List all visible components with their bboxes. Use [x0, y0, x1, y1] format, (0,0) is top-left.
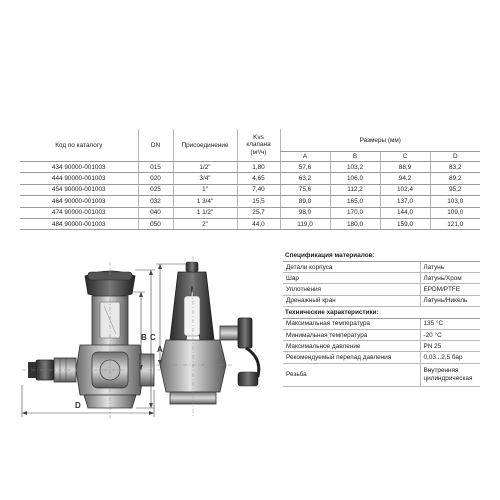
- valve-front-view: [22, 262, 160, 420]
- header-d: D: [430, 152, 480, 162]
- cell-code: 474 90000-001003: [20, 207, 138, 218]
- tech-value: -20 °C: [420, 329, 480, 340]
- cell-kvs: 1,80: [237, 162, 280, 173]
- cell-d: 89,2: [430, 173, 480, 184]
- cell-c: 137,0: [380, 196, 430, 207]
- cell-conn: 1 3/4": [173, 196, 237, 207]
- material-value: Латунь/Никель: [420, 295, 480, 306]
- cell-conn: 1": [173, 184, 237, 195]
- material-label: Детали корпуса: [283, 262, 420, 273]
- material-label: Дренажный кран: [283, 295, 420, 306]
- tech-label: Минимальная температура: [283, 329, 420, 340]
- cell-conn: 1 1/2": [173, 207, 237, 218]
- cell-code: 444 90000-001003: [20, 173, 138, 184]
- cell-code: 434 90000-001003: [20, 162, 138, 173]
- cell-c: 159,0: [380, 218, 430, 229]
- cell-code: 454 90000-001003: [20, 184, 138, 195]
- cell-b: 180,0: [330, 218, 380, 229]
- material-value: Латунь: [420, 262, 480, 273]
- tech-label: Максимальное давление: [283, 341, 420, 352]
- cell-kvs: 7,40: [237, 184, 280, 195]
- valve-side-view: [156, 256, 259, 418]
- tech-label: Резьба: [283, 363, 420, 386]
- cell-b: 103,2: [330, 162, 380, 173]
- dim-label-c: C: [150, 333, 156, 342]
- cell-conn: 3/4": [173, 173, 237, 184]
- header-b: B: [330, 152, 380, 162]
- materials-title: Спецификация материалов:: [283, 250, 480, 262]
- material-value: Латунь/Хром: [420, 273, 480, 284]
- cell-dn: 032: [138, 196, 173, 207]
- cell-dn: 015: [138, 162, 173, 173]
- cell-a: 63,2: [280, 173, 330, 184]
- tech-value-line1: Внутренняя: [423, 366, 459, 374]
- cell-dn: 040: [138, 207, 173, 218]
- tech-value-line2: цилиндрическая: [423, 374, 473, 382]
- cell-dn: 020: [138, 173, 173, 184]
- material-label: Уплотнения: [283, 284, 420, 295]
- cell-code: 464 90000-001003: [20, 196, 138, 207]
- cell-b: 165,0: [330, 196, 380, 207]
- header-a: A: [280, 152, 330, 162]
- cell-c: 88,9: [380, 162, 430, 173]
- cell-b: 112,2: [330, 184, 380, 195]
- dim-label-b: B: [141, 333, 147, 342]
- cell-dn: 025: [138, 184, 173, 195]
- tech-label: Рекомендуемый перепад давления: [283, 352, 420, 363]
- cell-a: 57,6: [280, 162, 330, 173]
- dim-label-d: D: [75, 401, 81, 410]
- cell-d: 103,0: [430, 196, 480, 207]
- cell-b: 106,0: [330, 173, 380, 184]
- dim-label-a: A: [157, 345, 163, 354]
- cell-a: 75,6: [280, 184, 330, 195]
- tech-value: PN 25: [420, 341, 480, 352]
- cell-code: 484 90000-001003: [20, 218, 138, 229]
- cell-a: 89,0: [280, 196, 330, 207]
- cell-d: 109,0: [430, 207, 480, 218]
- cell-d: 83,2: [430, 162, 480, 173]
- tech-label: Максимальная температура: [283, 319, 420, 330]
- header-connection: Присоединение: [173, 129, 237, 162]
- cell-dn: 050: [138, 218, 173, 229]
- header-dimensions: Размеры (мм): [280, 129, 480, 152]
- header-code: Код по каталогу: [20, 129, 138, 162]
- tech-value: 135 °C: [420, 319, 480, 330]
- header-c: C: [380, 152, 430, 162]
- cell-a: 119,0: [280, 218, 330, 229]
- header-dn: DN: [138, 129, 173, 162]
- cell-kvs: 44,0: [237, 218, 280, 229]
- cell-kvs: 15,5: [237, 196, 280, 207]
- cell-conn: 2": [173, 218, 237, 229]
- header-kvs-line2: клапана: [246, 141, 271, 149]
- technical-title: Технические характеристики:: [283, 307, 480, 319]
- material-value: EPDM/PTFE: [420, 284, 480, 295]
- cell-d: 95,2: [430, 184, 480, 195]
- cell-d: 121,0: [430, 218, 480, 229]
- cell-c: 102,4: [380, 184, 430, 195]
- cell-conn: 1/2": [173, 162, 237, 173]
- cell-kvs: 4,65: [237, 173, 280, 184]
- material-label: Шар: [283, 273, 420, 284]
- tech-value: 0,03...2,5 бар: [420, 352, 480, 363]
- cell-b: 170,0: [330, 207, 380, 218]
- cell-a: 98,0: [280, 207, 330, 218]
- cell-kvs: 25,7: [237, 207, 280, 218]
- header-kvs-line3: (м³/ч): [250, 148, 267, 156]
- cell-c: 144,0: [380, 207, 430, 218]
- header-kvs-line1: Kvs: [253, 133, 264, 141]
- cell-c: 94,2: [380, 173, 430, 184]
